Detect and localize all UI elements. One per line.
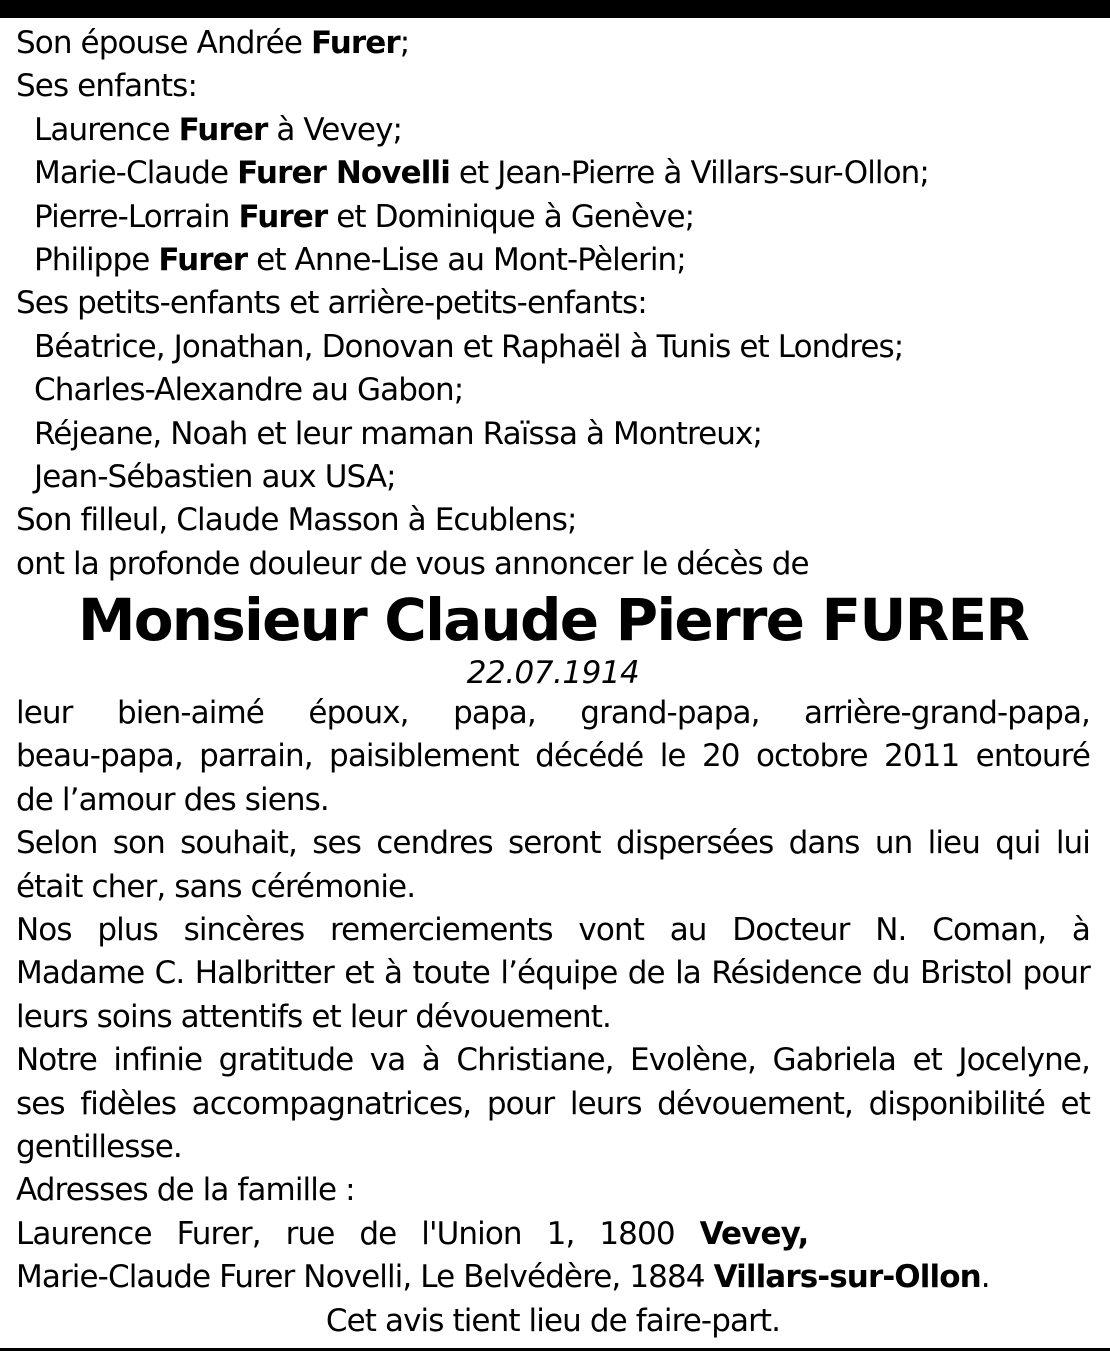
grandchild-line: Réjeane, Noah et leur maman Raïssa à Montreux; — [34, 415, 763, 452]
spouse-line: Son épouse Andrée Furer; — [16, 25, 410, 61]
bottom-rule — [0, 1348, 1110, 1351]
announce-line: ont la profonde douleur de vous annoncer le décès de — [16, 545, 809, 582]
obituary-notice — [16, 22, 1090, 1343]
grandchild-line: Charles-Alexandre au Gabon; — [34, 372, 464, 409]
paragraph-line: Madame C. Halbritter et à toute l’équipe de la Résidence du Bristol pour — [16, 955, 1090, 992]
paragraph-line: ses fidèles accompagnatrices, pour leurs dévouement, disponibilité et — [16, 1085, 1090, 1122]
paragraph-line: Selon son souhait, ses cendres seront dispersées dans un lieu qui lui — [16, 825, 1090, 862]
grandchild-line: Béatrice, Jonathan, Donovan et Raphaël à Tunis et Londres; — [34, 328, 904, 365]
paragraph-line: Notre infinie gratitude va à Christiane, Evolène, Gabriela et Jocelyne, — [16, 1042, 1090, 1079]
paragraph-line: leurs soins attentifs et leur dévouement. — [16, 998, 611, 1035]
paragraph-line: de l’amour des siens. — [16, 781, 329, 818]
paragraph-line: était cher, sans cérémonie. — [16, 868, 416, 905]
address-line: Laurence Furer, rue de l'Union 1, 1800 Vevey, — [16, 1215, 809, 1252]
child-line: Pierre-Lorrain Furer et Dominique à Genève; — [34, 198, 695, 235]
grandchildren-label: Ses petits-enfants et arrière-petits-enfants: — [16, 285, 647, 322]
deceased-name: Monsieur Claude Pierre FURER — [77, 586, 1029, 655]
addresses-label: Adresses de la famille : — [16, 1172, 355, 1209]
gratitude-paragraph — [16, 1039, 1090, 1169]
children-label: Ses enfants: — [16, 68, 197, 105]
paragraph-line: gentillesse. — [16, 1128, 182, 1165]
address-line: Marie-Claude Furer Novelli, Le Belvédère, 1884 Villars-sur-Ollon. — [16, 1259, 990, 1296]
description-paragraph — [16, 692, 1090, 822]
godson-line: Son filleul, Claude Masson à Ecublens; — [16, 502, 577, 539]
paragraph-line: Nos plus sincères remerciements vont au Docteur N. Coman, à — [16, 912, 1090, 949]
top-rule — [0, 0, 1110, 18]
wish-paragraph — [16, 822, 1090, 909]
child-line: Laurence Furer à Vevey; — [34, 111, 403, 148]
paragraph-line: beau-papa, parrain, paisiblement décédé le 20 octobre 2011 entouré — [16, 738, 1090, 775]
child-line: Philippe Furer et Anne-Lise au Mont-Pèlerin; — [34, 241, 686, 278]
paragraph-line: leur bien-aimé époux, papa, grand-papa, arrière-grand-papa, — [16, 695, 1090, 732]
closing-line: Cet avis tient lieu de faire-part. — [325, 1302, 781, 1339]
birth-date: 22.07.1914 — [466, 655, 640, 692]
child-line: Marie-Claude Furer Novelli et Jean-Pierre à Villars-sur-Ollon; — [34, 155, 929, 192]
thanks-paragraph — [16, 909, 1090, 1039]
grandchild-line: Jean-Sébastien aux USA; — [34, 458, 396, 495]
